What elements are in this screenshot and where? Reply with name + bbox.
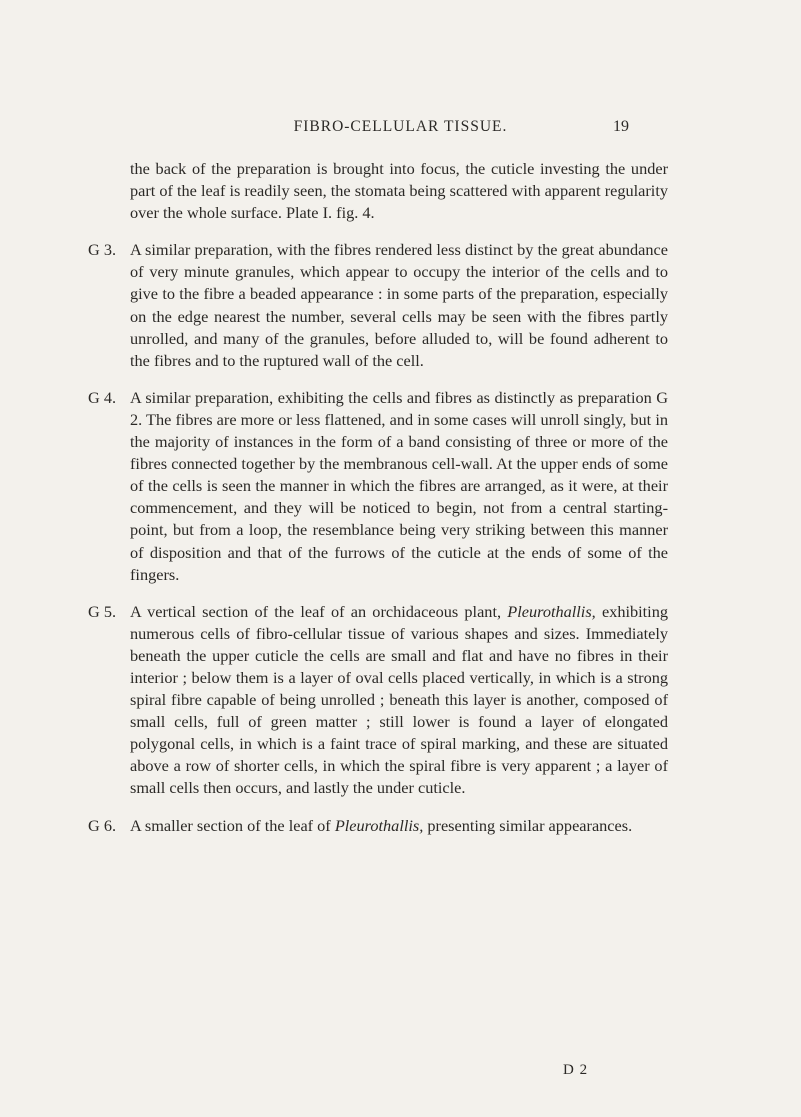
text-segment: A vertical section of the leaf of an orchidaceous plant, xyxy=(130,601,508,621)
entry-label: G 5. xyxy=(88,601,117,621)
text-segment: presenting similar appearances. xyxy=(423,815,633,835)
paragraph-continuation xyxy=(130,158,668,224)
entry-g4 xyxy=(88,387,668,586)
paragraph-text: the back of the preparation is brought into focus, the cuticle investing the under part of the leaf is readily seen, the stomata being scattered with apparent regularity over the whole surface. Plate I. fig. 4. xyxy=(130,159,668,223)
entry-g6 xyxy=(88,815,668,837)
text-segment: A smaller section of the leaf of xyxy=(130,815,335,835)
entry-label: G 6. xyxy=(88,815,117,835)
running-title: FIBRO-CELLULAR TISSUE. xyxy=(293,118,508,135)
entry-label: G 3. xyxy=(88,240,117,260)
entry-label: G 4. xyxy=(88,387,117,407)
paragraph-text: A similar preparation, with the fibres rendered less distinct by the great abundance of very minute granules, which appear to occupy the interior of the cells and to give to the fibre a beaded appearance : in some parts of the preparation, especially on the edge nearest the number, several cells may be seen with the fibres partly unrolled, and many of the granules, before alluded to, will be found adherent to the fibres and to the ruptured wall of the cell. xyxy=(130,240,668,370)
paragraph-text: A similar preparation, exhibiting the cells and fibres as distinctly as preparation G 2. The fibres are more or less flattened, and in some cases will unroll singly, but in the majority of instances in the form of a band consisting of three or more of the fibres connected together by the membranous cell-wall. At the upper ends of some of the cells is seen the manner in which the fibres are arranged, as it were, at their commencement, and they will be noticed to begin, not from a central starting-point, but from a loop, the resemblance being very striking between this manner of disposition and that of the furrows of the cuticle at the ends of some of the fingers. xyxy=(130,387,668,584)
entry-g5 xyxy=(88,601,668,800)
paragraph-text xyxy=(130,815,668,837)
paragraph-text xyxy=(130,601,668,800)
page-header xyxy=(0,118,801,138)
page-number: 19 xyxy=(613,118,629,135)
entry-g3 xyxy=(88,239,668,372)
italic-species-name: Pleurothallis, xyxy=(334,815,424,835)
text-segment: exhibiting numerous cells of fibro-cellular tissue of various shapes and sizes. Immediately beneath the upper cuticle the cells are small and flat and have no fibres in their interior ; below them is a layer of oval cells placed vertically, in which is a strong spiral fibre capable of being unrolled ; beneath this layer is another, composed of small cells, full of green matter ; still lower is found a layer of elongated polygonal cells, in which is a faint trace of spiral marking, and these are situated above a row of shorter cells, in which the spiral fibre is very apparent ; a layer of small cells then occurs, and lastly the under cuticle. xyxy=(130,601,668,798)
body-text xyxy=(88,158,668,852)
italic-species-name: Pleurothallis, xyxy=(507,601,596,621)
signature-mark: D 2 xyxy=(563,1062,589,1078)
